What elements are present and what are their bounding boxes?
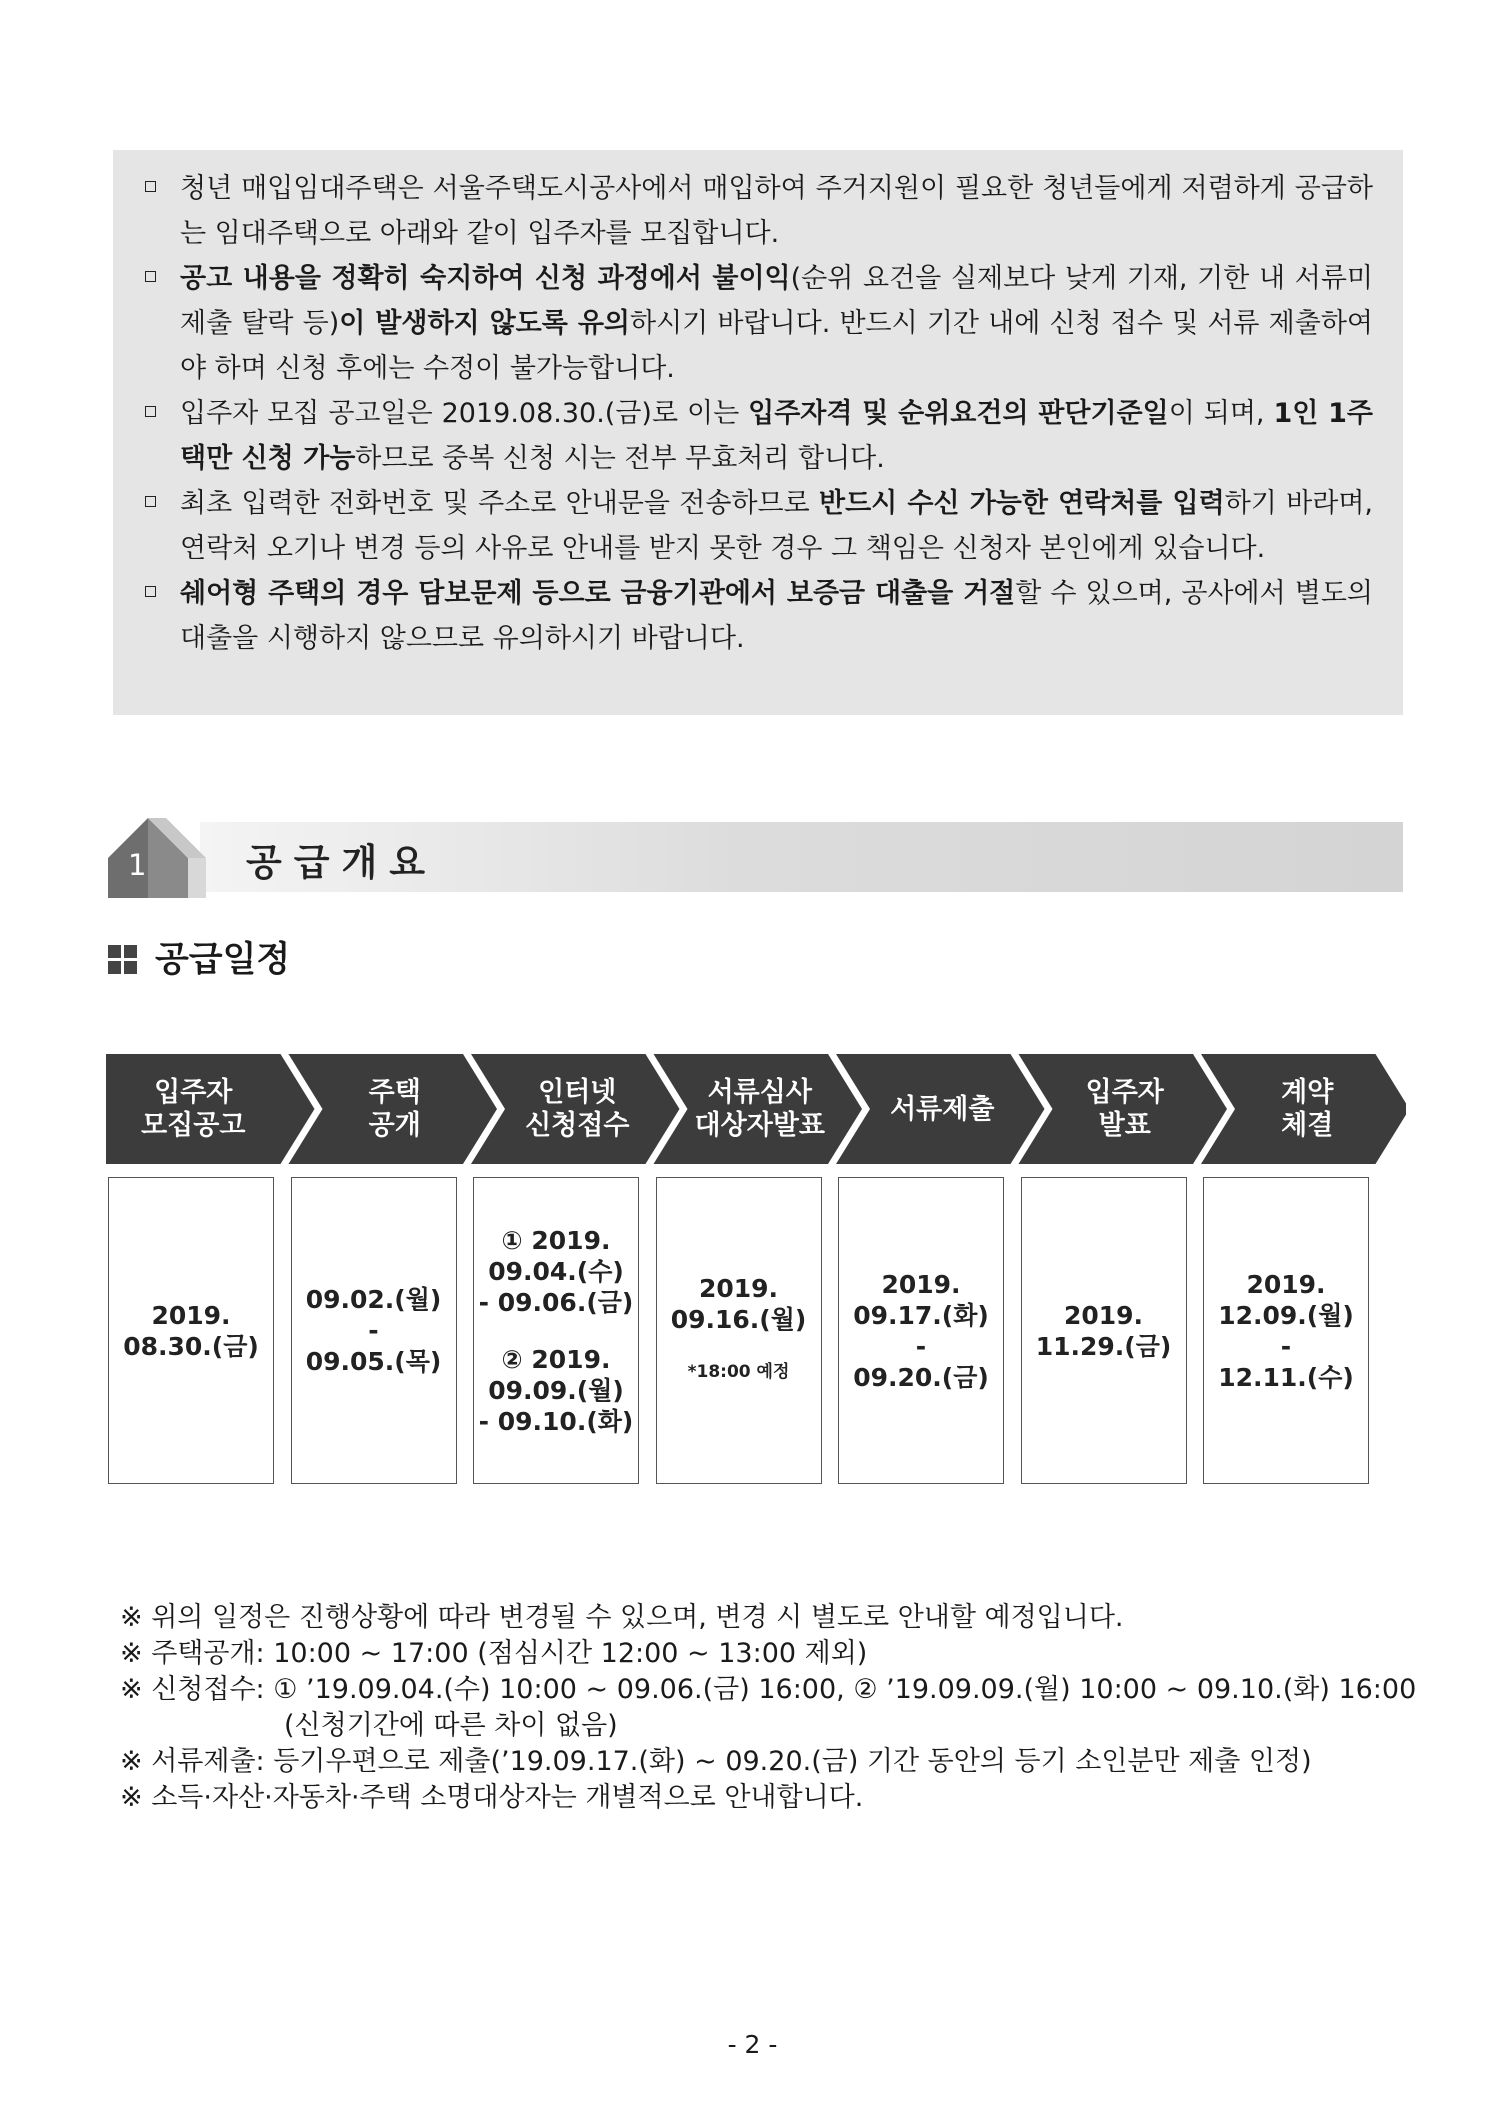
schedule-date-line: 09.09.(월)	[488, 1375, 624, 1405]
square-bullet-icon	[145, 496, 156, 507]
notice-item	[143, 481, 1373, 571]
flow-step-label: 인터넷 신청접수	[525, 1077, 630, 1141]
schedule-date-line: 09.02.(월)	[305, 1285, 442, 1314]
schedule-date-line: 2019.	[1246, 1269, 1326, 1299]
notice-emphasis: 이 발생하지 않도록 유의	[339, 308, 630, 339]
schedule-date-line: - 09.06.(금)	[478, 1287, 634, 1317]
notice-text: 이 되며,	[1168, 398, 1274, 429]
notice-box	[113, 150, 1403, 715]
schedule-date-line: 09.04.(수)	[488, 1256, 624, 1286]
note-3-continued: (신청기간에 따른 차이 없음)	[284, 1710, 618, 1741]
schedule-time-note: *18:00 예정	[687, 1362, 790, 1382]
square-bullet-icon	[145, 271, 156, 282]
schedule-date-line: 12.09.(월)	[1218, 1300, 1354, 1330]
schedule-date-line: 09.05.(목)	[305, 1347, 442, 1376]
notice-item	[143, 391, 1373, 481]
subsection-title: 공급일정	[155, 940, 291, 980]
schedule-date-box	[656, 1177, 822, 1484]
schedule-date-line: 09.16.(월)	[670, 1305, 807, 1334]
square-bullet-icon	[145, 586, 156, 597]
schedule-date-line: 11.29.(금)	[1035, 1331, 1172, 1361]
notice-emphasis: 1인 1주택만 신청 가능	[180, 398, 1374, 474]
section-number-badge	[108, 818, 218, 898]
schedule-date-box	[291, 1177, 457, 1484]
schedule-date-line: - 09.10.(화)	[478, 1406, 634, 1436]
flow-step-label: 서류심사 대상자발표	[694, 1077, 825, 1141]
schedule-date-line: ① 2019.	[501, 1225, 611, 1255]
grid-bullet-icon	[108, 945, 138, 975]
notice-item	[143, 571, 1373, 661]
square-bullet-icon	[145, 181, 156, 192]
schedule-date-line: ② 2019.	[501, 1344, 611, 1374]
flow-step-label: 입주자 발표	[1085, 1077, 1164, 1141]
schedule-date-line: 09.17.(화)	[853, 1300, 989, 1330]
schedule-date-box	[838, 1177, 1004, 1484]
notice-item	[143, 256, 1373, 391]
note-3: ※ 신청접수: ① ’19.09.04.(수) 10:00 ~ 09.06.(금) 16:00, ② ’19.09.09.(월) 10:00 ~ 09.10.(화) 16:00	[120, 1674, 1417, 1705]
flow-step-label: 서류제출	[890, 1093, 995, 1125]
notice-emphasis: 반드시 수신 가능한 연락처를 입력	[819, 488, 1225, 519]
schedule-notes	[120, 1600, 1416, 1816]
note-2: ※ 주택공개: 10:00 ~ 17:00 (점심시간 12:00 ~ 13:00 제외)	[120, 1638, 868, 1669]
schedule-date-box	[1203, 1177, 1369, 1484]
note-1: ※ 위의 일정은 진행상황에 따라 변경될 수 있으며, 변경 시 별도로 안내할 예정입니다.	[120, 1602, 1124, 1633]
flow-step-label: 입주자 모집공고	[141, 1077, 246, 1141]
schedule-date-line: 2019.	[881, 1269, 961, 1299]
schedule-date-line: 09.20.(금)	[853, 1362, 989, 1392]
note-4: ※ 서류제출: 등기우편으로 제출(’19.09.17.(화) ~ 09.20.(금) 기간 동안의 등기 소인분만 제출 인정)	[120, 1746, 1312, 1777]
section-title: 공급개요	[246, 841, 437, 884]
notice-text: 입주자 모집 공고일은 2019.08.30.(금)로 이는	[180, 398, 749, 429]
square-bullet-icon	[145, 406, 156, 417]
notice-text: (순위 요건을 실제보다 낮게 기재, 기한 내 서류미제출 탈락 등)	[180, 263, 1373, 339]
schedule-date-line: -	[368, 1316, 379, 1345]
schedule-date-line: 12.11.(수)	[1218, 1362, 1354, 1392]
note-5: ※ 소득·자산·자동차·주택 소명대상자는 개별적으로 안내합니다.	[120, 1782, 864, 1813]
notice-emphasis: 쉐어형 주택의 경우 담보문제 등으로 금융기관에서 보증금 대출을 거절	[180, 578, 1016, 609]
schedule-date-box	[108, 1177, 274, 1484]
notice-item	[143, 166, 1373, 256]
page-number: - 2 -	[727, 2030, 778, 2059]
notice-emphasis: 공고 내용을 정확히 숙지하여 신청 과정에서 불이익	[180, 263, 791, 294]
notice-emphasis: 입주자격 및 순위요건의 판단기준일	[748, 398, 1169, 429]
section-number: 1	[128, 848, 147, 882]
schedule-date-line: -	[1280, 1331, 1292, 1361]
flow-step-label: 주택 공개	[368, 1077, 421, 1141]
notice-text: 하기 바라며, 연락처 오기나 변경 등의 사유로 안내를 받지 못한 경우 그 책임은 신청자 본인에게 있습니다.	[180, 488, 1374, 564]
schedule-date-line: 2019.	[151, 1300, 231, 1330]
schedule-date-line: 08.30.(금)	[123, 1331, 259, 1361]
schedule-date-box	[1021, 1177, 1187, 1484]
notice-text: 하므로 중복 신청 시는 전부 무효처리 합니다.	[355, 443, 885, 474]
notice-text: 할 수 있으며, 공사에서 별도의 대출을 시행하지 않으므로 유의하시기 바랍니다.	[180, 578, 1374, 654]
notice-text: 최초 입력한 전화번호 및 주소로 안내문을 전송하므로	[180, 488, 820, 519]
notice-text: 하시기 바랍니다. 반드시 기간 내에 신청 접수 및 서류 제출하여야 하며 신청 후에는 수정이 불가능합니다.	[180, 308, 1373, 384]
flow-step-label: 계약 체결	[1281, 1077, 1334, 1141]
schedule-date-line: 2019.	[698, 1274, 779, 1303]
schedule-date-box	[473, 1177, 639, 1484]
notice-text: 청년 매입임대주택은 서울주택도시공사에서 매입하여 주거지원이 필요한 청년들에게 저렴하게 공급하는 임대주택으로 아래와 같이 입주자를 모집합니다.	[180, 173, 1373, 249]
schedule-date-line: 2019.	[1063, 1300, 1144, 1330]
schedule-date-line: -	[915, 1331, 927, 1361]
